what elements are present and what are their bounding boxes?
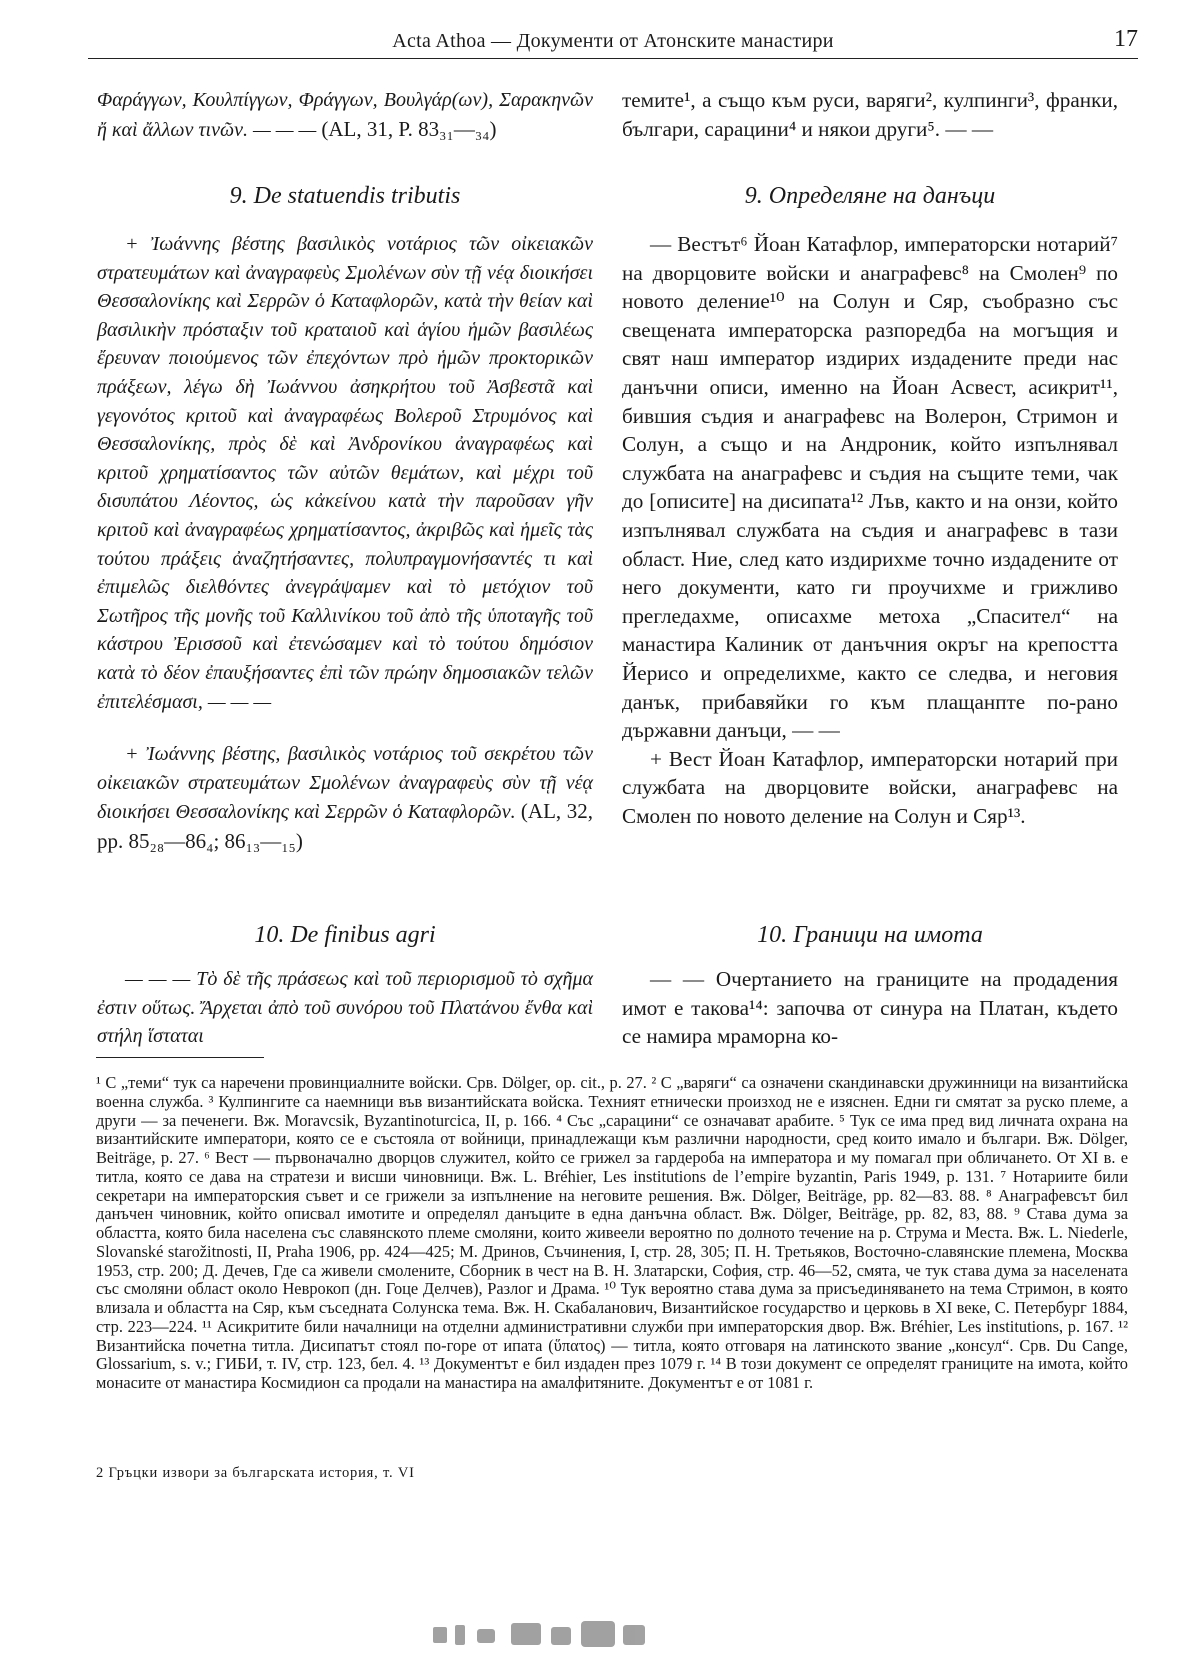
footnotes bbox=[96, 1074, 1128, 1393]
footnote-rule bbox=[96, 1057, 264, 1058]
page-number: 17 bbox=[1114, 26, 1138, 52]
library-stamp-smudge bbox=[425, 1615, 675, 1653]
source-reference: (AL, 32, pp. 85₂₈—86₄; 86₁₃—₁₅) bbox=[97, 799, 593, 853]
greek-continuation: Φαράγγων, Κουλπίγγων, Φράγγων, Βουλγάρ(ων), Σαρακηνῶν ἤ καὶ ἄλλων τινῶν. — — — (AL, 31, P. 83₃₁—₃₄) bbox=[97, 89, 593, 141]
translation-paragraph-signature: + Вест Йоан Катафлор, императорски нотарий при службата на дворцовите войски, анаграфевс на Смолен по новото деление на Солун и Сяр¹³. bbox=[622, 746, 1118, 828]
greek-paragraph: + Ἰωάννης βέστης βασιλικὸς νοτάριος τῶν οἰκειακῶν στρατευμάτων καὶ ἀναγραφεὺς Σμολένων σὺν τῇ νέᾳ διοικήσει Θεσσαλονίκης καὶ Σερρῶν ὁ Καταφλορῶν, κατὰ τὴν θείαν καὶ βασιλικὴν πρόσταξιν τοῦ κραταιοῦ καὶ ἁγίου ἡμῶν βασιλέως ἔρευναν ποιούμενος τῶν ἐπεχόντων πρὸ ἡμῶν προκτορικῶν πράξεων, λέγω δὴ Ἰωάννου ἀσηκρήτου τοῦ Ἀσβεστᾶ καὶ γεγονότος κριτοῦ καὶ ἀναγραφέως Βολεροῦ Στρυμόνος καὶ Θεσσαλονίκης, πρὸς δὲ καὶ Ἀνδρονίκου ἀναγραφέως καὶ κριτοῦ χρηματίσαντος τῶν αὐτῶν θεμάτων, καὶ μέχρι τοῦ δισυπάτου Λέοντος, ὡς κἀκείνου κατὰ τὴν παροῦσαν γῆν κριτοῦ καὶ ἀναγραφέως χρηματίσαντος, ἀκριβῶς καὶ ἡμεῖς τὰς τούτου πράξεις ἀναζητήσαντες, πολυπραγμονήσαντές τι καὶ ἐπιμελῶς διελθόντες ἀνεγράψαμεν καὶ τὸ μετόχιον τοῦ Σωτῆρος τῆς μονῆς τοῦ Καλλινίκου τοῦ ἀπὸ τῆς ὑποταγῆς τοῦ κάστρου Ἐρισσοῦ καὶ ἐτενώσαμεν καὶ τὸ τούτου δημόσιον κατὰ τὸ δέον ἐπαυξήσαντες ἐπὶ τῶν πρώην δημοσιακῶν τελῶν ἐπιτελέσμασι, — — — bbox=[97, 233, 593, 713]
running-header bbox=[88, 26, 1138, 59]
section-heading-9-latin: 9. De statuendis tributis bbox=[229, 183, 461, 209]
footnotes-text: ¹ С „теми“ тук са наречени провинциалните войски. Срв. Dölger, op. cit., p. 27. ² С „варяги“ са означени скандинавски дружинници на византийска военна служба. ³ Кулпингите са наемници във византийската войска. Техният етнически произход не е изяснен. Едни ги смятат за руско племе, а други — за печенеги. Вж. Moravcsik, Byzantinoturcica, II, p. 166. ⁴ Със „сарацини“ се означават арабите. ⁵ Тук се има пред вид личната охрана на византийските императори, която се е състояла от войници, принадлежащи към различни народности, сред които имало и българи. Вж. Dölger, Beiträge, p. 27. ⁶ Вест — първоначално дворцов служител, който се грижел за гардероба на императора и му помагал при обличането. От XI в. е титла, която се дава на стратези и висши чиновници. Вж. L. Bréhier, Les institutions de l’empire byzantin, Paris 1949, p. 131. ⁷ Нотариите били секретари на императорския съвет и се грижели за изпълнение на неговите решения. Вж. Dölger, Beiträge, pp. 82—83. 88. ⁸ Анаграфевсът бил данъчен чиновник, който описвал имотите и определял данъците в една данъчна област. Вж. Dölger, Beiträge, pp. 82, 83, 88. ⁹ Става дума за областта, която била населена със славянското племе смоляни, които живеели вероятно по долното течение на р. Струма и Места. Вж. L. Niederle, Slovanské starožitnosti, II, Praha 1906, pp. 424—425; М. Дринов, Съчинения, I, стр. 28, 305; П. Н. Третьяков, Восточно-славянские племена, Москва 1953, стр. 200; Д. Дечев, Где са живели смолените, Сборник в чест на В. Н. Златарски, София, стр. 46—52, смята, че тук става дума за населената със смоляни област около Неврокоп (дн. Гоце Делчев), Разлог и Драма. ¹⁰ Тук вероятно става дума за присъединяването на тема Стримон, в която влизала и областта на Сяр, към съседната Солунска тема. Вж. Н. Скабаланович, Византийское государство и церковь в XI веке, С. Петербург 1884, стр. 223—224. ¹¹ Асикритите били началници на отделни административни служби при императорския двор. Вж. Bréhier, Les institutions, p. 167. ¹² Византийска почетна титла. Дисипатът стоял по-горе от ипата (ὕπατος) — титла, която отговаря на латинското звание „консул“. Срв. Du Cange, Glossarium, s. v.; ГИБИ, т. IV, стр. 123, бел. 4. ¹³ Документът е бил издаден през 1079 г. ¹⁴ В този документ се определят границите на имота, който монасите от манастира Космидион са продали на манастира на амалфитяните. Документът е от 1081 г. bbox=[96, 1073, 1128, 1392]
signature-imprint: 2 Гръцки извори за българската история, т. VI bbox=[96, 1465, 415, 1481]
left-top-block bbox=[97, 86, 593, 144]
running-title: Acta Athoa — Документи от Атонските манастири bbox=[392, 30, 834, 52]
translation-paragraph: — — Очертанието на границите на продадения имот е такова¹⁴: започва от синура на Платан, където се намира мраморна ко- bbox=[622, 967, 1118, 1049]
greek-document-10 bbox=[97, 965, 593, 1051]
greek-document-9 bbox=[97, 230, 593, 856]
right-top-block bbox=[622, 86, 1118, 143]
source-reference: (AL, 31, P. 83₃₁—₃₄) bbox=[321, 116, 497, 141]
translation-document-9 bbox=[622, 230, 1118, 830]
translation-document-10 bbox=[622, 965, 1118, 1051]
greek-paragraph-signature: + Ἰωάννης βέστης, βασιλικὸς νοτάριος τοῦ σεκρέτου τῶν οἰκειακῶν στρατευμάτων Σμολένων ἀναγραφεὺς σὺν τῇ νέᾳ διοικήσει Θεσσαλονίκης καὶ Σερρῶν ὁ Καταφλορῶν. (AL, 32, pp. 85₂₈—86₄; 86₁₃—₁₅) bbox=[97, 743, 593, 853]
section-heading-10-bulgarian: 10. Граници на имота bbox=[757, 922, 983, 948]
section-heading-10-latin: 10. De finibus agri bbox=[254, 922, 436, 948]
greek-paragraph: — — — Τὸ δὲ τῆς πράσεως καὶ τοῦ περιορισμοῦ τὸ σχῆμα ἐστιν οὕτως. Ἄρχεται ἀπὸ τοῦ συνόρου τοῦ Πλατάνου ἔνθα καὶ στήλη ἵσταται bbox=[97, 968, 593, 1048]
section-heading-9-bulgarian: 9. Определяне на данъци bbox=[744, 183, 996, 209]
translation-paragraph: — Вестът⁶ Йоан Катафлор, императорски нотарий⁷ на дворцовите войски и анаграфевс⁸ на Смолен⁹ по новото деление¹⁰ на Солун и Сяр, съобразно със свещената императорска разпоредба на могъщия и свят наш император издирих издадените преди нас данъчни описи, именно на Йоан Асвест, асикрит¹¹, бившия съдия и анаграфевс на Волерон, Стримон и Солун, а също и на Андроник, който изпълнявал службата на анаграфевс и съдия на същите теми, чак до [описите] на дисипата¹² Лъв, както и на онзи, който изпълнявал службата на съдия и анаграфевс в тази област. Ние, след като издирихме точно издадените от него документи, като ги проучихме и грижливо прегледахме, описахме метоха „Спасител“ на манастира Калиник от данъчния окръг на крепостта Йерисо и определихме, както се следва, и неговия данък, прибавяйки го към плащанпте по-рано държавни данъци, — — bbox=[622, 232, 1118, 743]
translation-continuation: темите¹, а също към руси, варяги², кулпинги³, франки, българи, сарацини⁴ и някои други⁵. — — bbox=[622, 88, 1118, 141]
